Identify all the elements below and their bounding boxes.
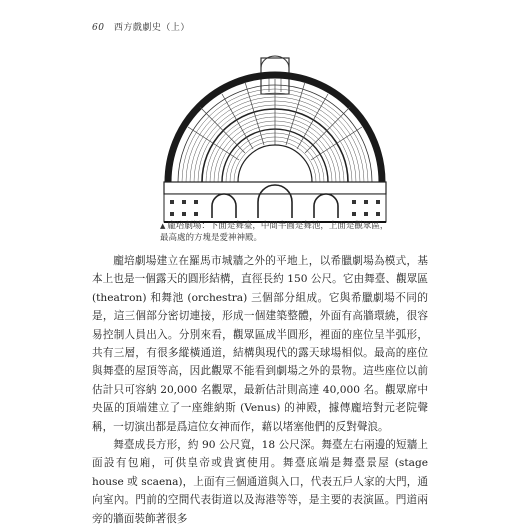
running-title: 西方戲劇史（上） [113, 23, 190, 33]
orchestra [238, 145, 312, 182]
page-number: 60 [92, 23, 105, 33]
running-header [92, 20, 190, 33]
paragraph: 舞臺成長方形，約 90 公尺寬，18 公尺深。舞臺左右兩邊的短牆上面設有包廂，可供皇帝或貴賓使用。舞臺底端是舞臺景屋 (stage house 或 scaena)，上面有三個通道與入口，代表五戶人家的大門，通向室內。門前的空間代表街道以及海港等等，是主要的表演區。門道兩旁的牆面裝飾著很多 [92, 439, 428, 525]
body-text [92, 252, 428, 528]
figure-caption [160, 220, 390, 244]
caption-marker-icon: ▲ [160, 222, 166, 230]
stage-building [164, 182, 386, 222]
paragraph: 龐培劇場建立在羅馬市城牆之外的平地上，以希臘劇場為模式，基本上也是一個露天的圓形結構，直徑長約 150 公尺。它由舞臺、觀眾區 (theatron) 和舞池 (orchestra) 三個部分組成。它與希臘劇場不同的是，這三個部分密切連接，形成一個建築整體，外面有高牆環繞，很容易控制人員出入。分別來看，觀眾區成半圓形，裡面的座位呈半弧形，共有三層，有很多縱橫通道，結構與現代的露天球場相似。最高的座位與舞臺的屋頂等高，因此觀眾不能看到劇場之外的景物。這些座位以前估計只可容納 20,000 名觀眾，最新估計則高達 40,000 名。觀眾席中央區的頂端建立了一座維納斯 (Venus) 的神殿，據傳龐培對元老院聲稱，一切演出都是爲這位女神而作，藉以堵塞他們的反對聲浪。 [92, 255, 428, 433]
theatre-plan-figure [160, 50, 390, 228]
caption-text: 龐培劇場：下面是舞臺，中間半圓是舞池，上面是觀眾區，最高處的方塊是愛神神殿。 [160, 221, 389, 243]
